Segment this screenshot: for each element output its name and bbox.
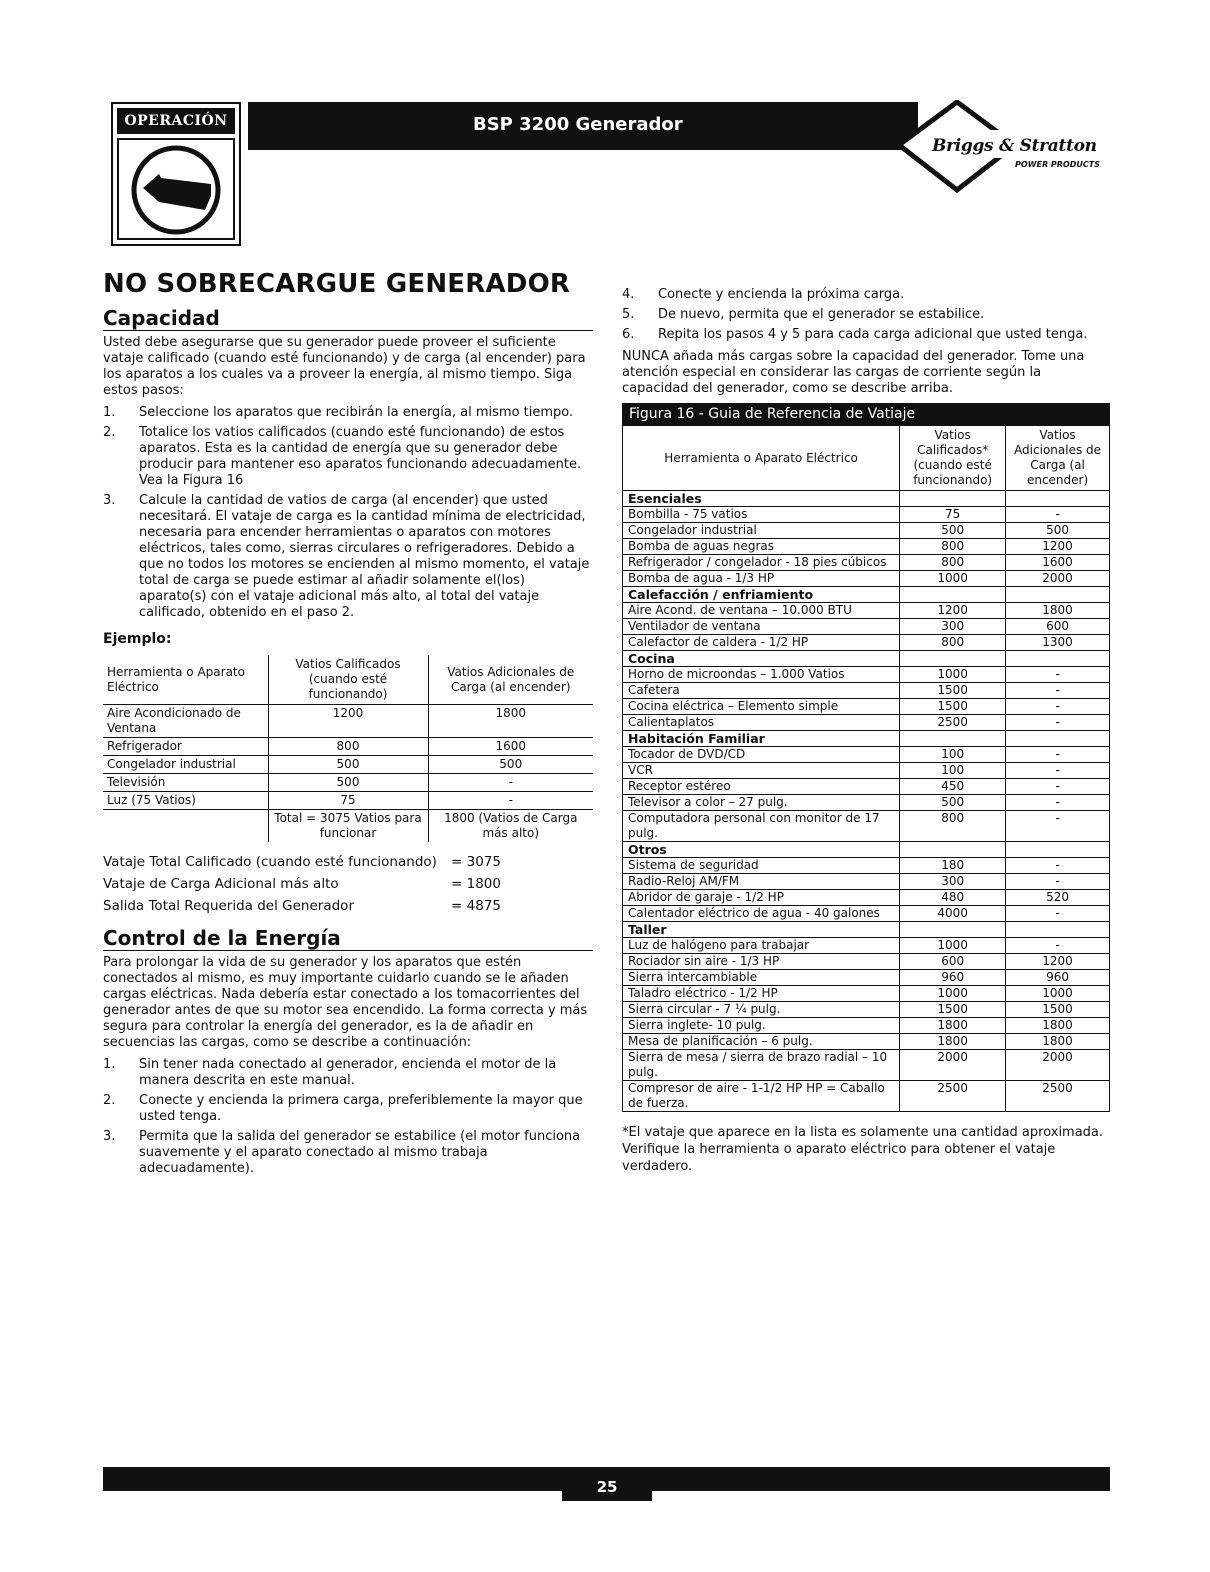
appliance-name: Calientaplatos	[623, 715, 900, 731]
appliance-name: Aire Acond. de ventana – 10.000 BTU	[623, 603, 900, 619]
document-title: BSP 3200 Generador	[473, 114, 683, 135]
rated-watts: 1000	[900, 986, 1006, 1002]
surge-watts: 500	[1006, 523, 1110, 539]
table-row	[623, 858, 1110, 874]
surge-watts: 1800	[1006, 603, 1110, 619]
surge-watts: 520	[1006, 890, 1110, 906]
section-label: OPERACIÓN	[117, 108, 235, 134]
appliance-name: Sierra de mesa / sierra de brazo radial – 10 pulg.	[623, 1050, 900, 1081]
rated-watts: 1000	[900, 938, 1006, 954]
rated-watts: 1000	[900, 667, 1006, 683]
table-header: Herramienta o Aparato Eléctrico	[103, 655, 268, 705]
rated-watts: 960	[900, 970, 1006, 986]
rated-watts: 180	[900, 858, 1006, 874]
table-row: Aire Acondicionado de Ventana 1200 1800	[103, 705, 593, 738]
table-row	[623, 1081, 1110, 1112]
rated-watts: 300	[900, 619, 1006, 635]
appliance-name: Sierra inglete- 10 pulg.	[623, 1018, 900, 1034]
surge-watts: -	[1006, 683, 1110, 699]
table-row	[623, 619, 1110, 635]
appliance-name: Rociador sin aire - 1/3 HP	[623, 954, 900, 970]
table-row	[623, 699, 1110, 715]
wattage-reference-table	[622, 403, 1110, 1112]
appliance-name: Computadora personal con monitor de 17 pulg.	[623, 811, 900, 842]
surge-watts: 1200	[1006, 954, 1110, 970]
generator-icon	[117, 138, 235, 240]
surge-watts: 1300	[1006, 635, 1110, 651]
main-title: NO SOBRECARGUE GENERADOR	[103, 269, 571, 299]
appliance-name: Sistema de seguridad	[623, 858, 900, 874]
table-row	[623, 1002, 1110, 1018]
table-row	[623, 874, 1110, 890]
category-row	[623, 842, 1110, 858]
appliance-name: Ventilador de ventana	[623, 619, 900, 635]
total-line: Salida Total Requerida del Generador = 4875	[103, 898, 501, 914]
list-item: 2. Totalice los vatios calificados (cuando esté funcionando) de estos aparatos. Esta es la cantidad de energía que su generador debe producir para mantener eso aparatos funcionando adecuadamente. Vea la Figura 16	[103, 425, 582, 488]
table-row	[623, 507, 1110, 523]
surge-watts: -	[1006, 795, 1110, 811]
rated-watts: 1000	[900, 571, 1006, 587]
rated-watts: 1800	[900, 1034, 1006, 1050]
brand-subtitle: POWER PRODUCTS	[1015, 160, 1100, 169]
appliance-name: Horno de microondas – 1.000 Vatios	[623, 667, 900, 683]
table-row: Televisión 500 -	[103, 774, 593, 792]
table-row	[623, 1018, 1110, 1034]
total-line: Vataje Total Calificado (cuando esté funcionando) = 3075	[103, 854, 501, 870]
category-label: Calefacción / enfriamiento	[623, 587, 900, 603]
appliance-name: Tocador de DVD/CD	[623, 747, 900, 763]
appliance-name: Calefactor de caldera - 1/2 HP	[623, 635, 900, 651]
surge-watts: 1600	[1006, 555, 1110, 571]
table-header: Vatios Calificados* (cuando esté funcionando)	[900, 426, 1006, 491]
surge-watts: -	[1006, 779, 1110, 795]
control-heading: Control de la Energía	[103, 930, 593, 951]
rated-watts: 1500	[900, 699, 1006, 715]
table-row	[623, 555, 1110, 571]
capacity-heading: Capacidad	[103, 310, 593, 331]
total-line: Vataje de Carga Adicional más alto = 1800	[103, 876, 501, 892]
surge-watts: -	[1006, 906, 1110, 922]
category-row	[623, 922, 1110, 938]
rated-watts: 800	[900, 555, 1006, 571]
category-label: Cocina	[623, 651, 900, 667]
appliance-name: Refrigerador / congelador - 18 pies cúbicos	[623, 555, 900, 571]
rated-watts: 4000	[900, 906, 1006, 922]
table-header: Vatios Calificados (cuando esté funcionando)	[268, 655, 428, 705]
table-row	[623, 779, 1110, 795]
surge-watts: 960	[1006, 970, 1110, 986]
table-row	[623, 667, 1110, 683]
category-row	[623, 491, 1110, 507]
example-heading: Ejemplo:	[103, 631, 172, 647]
total-rated: Total = 3075 Vatios para funcionar	[268, 810, 428, 843]
header-bar	[248, 102, 918, 150]
totals-summary	[103, 852, 593, 916]
section-badge	[111, 102, 241, 246]
capacity-steps	[103, 405, 593, 621]
appliance-name: Radio-Reloj AM/FM	[623, 874, 900, 890]
brand-name: Briggs & Stratton	[932, 136, 1097, 156]
continued-steps	[622, 287, 1110, 343]
control-steps	[103, 1057, 593, 1177]
rated-watts: 450	[900, 779, 1006, 795]
left-column	[103, 269, 593, 1183]
category-row	[623, 587, 1110, 603]
table-row	[623, 571, 1110, 587]
rated-watts: 100	[900, 763, 1006, 779]
surge-watts: 2000	[1006, 571, 1110, 587]
appliance-name: Receptor estéreo	[623, 779, 900, 795]
rated-watts: 2000	[900, 1050, 1006, 1081]
list-item: 5. De nuevo, permita que el generador se estabilice.	[622, 307, 985, 322]
rated-watts: 75	[900, 507, 1006, 523]
surge-watts: -	[1006, 507, 1110, 523]
category-row	[623, 651, 1110, 667]
category-row	[623, 731, 1110, 747]
table-row	[623, 986, 1110, 1002]
rated-watts: 1800	[900, 1018, 1006, 1034]
list-item: 3. Calcule la cantidad de vatios de carga (al encender) que usted necesitará. El vataje de carga es la cantidad mínima de electricidad, necesaria para encender herramientas o aparatos con motores eléctricos, tales como, sierras circulares o refrigeradores. Debido a que no todos los motores se encienden al mismo momento, el vataje total de carga se puede estimar al añadir solamente el(los) aparato(s) con el vataje adicional más alto, al total del vataje calificado, obtenido en el paso 2.	[103, 493, 590, 620]
list-item: 1. Sin tener nada conectado al generador, encienda el motor de la manera descrita en este manual.	[103, 1057, 557, 1088]
appliance-name: Cafetera	[623, 683, 900, 699]
warning-text: NUNCA añada más cargas sobre la capacidad del generador. Tome una atención especial en considerar las cargas de corriente según la capacidad del generador, como se describe arriba.	[622, 349, 1085, 396]
appliance-name: Bombilla - 75 vatios	[623, 507, 900, 523]
table-row	[623, 906, 1110, 922]
appliance-name: Calentador eléctrico de agua - 40 galones	[623, 906, 900, 922]
table-row	[623, 747, 1110, 763]
surge-watts: -	[1006, 763, 1110, 779]
table-header: Vatios Adicionales de Carga (al encender)	[428, 655, 593, 705]
appliance-name: Mesa de planificación – 6 pulg.	[623, 1034, 900, 1050]
surge-watts: -	[1006, 811, 1110, 842]
table-row	[623, 954, 1110, 970]
surge-watts: 1200	[1006, 539, 1110, 555]
appliance-name: Congelador industrial	[623, 523, 900, 539]
table-header: Vatios Adicionales de Carga (al encender)	[1006, 426, 1110, 491]
appliance-name: Compresor de aire - 1-1/2 HP HP = Caballo de fuerza.	[623, 1081, 900, 1112]
list-item: 1. Seleccione los aparatos que recibirán la energía, al mismo tiempo.	[103, 405, 574, 420]
surge-watts: -	[1006, 874, 1110, 890]
right-column	[622, 283, 1110, 1175]
list-item: 2. Conecte y encienda la primera carga, preferiblemente la mayor que usted tenga.	[103, 1093, 583, 1124]
surge-watts: 1500	[1006, 1002, 1110, 1018]
appliance-name: Bomba de agua - 1/3 HP	[623, 571, 900, 587]
category-label: Esenciales	[623, 491, 900, 507]
rated-watts: 500	[900, 523, 1006, 539]
rated-watts: 1200	[900, 603, 1006, 619]
appliance-name: Sierra intercambiable	[623, 970, 900, 986]
brand-logo	[895, 100, 1115, 194]
capacity-intro: Usted debe asegurarse que su generador puede proveer el suficiente vataje calificado (cuando esté funcionando) y de carga (al encender) para los aparatos a los cuales va a proveer la energía, al mismo tiempo. Siga estos pasos:	[103, 335, 586, 398]
table-row	[623, 811, 1110, 842]
category-label: Habitación Familiar	[623, 731, 900, 747]
category-label: Taller	[623, 922, 900, 938]
appliance-name: Abridor de garaje - 1/2 HP	[623, 890, 900, 906]
rated-watts: 800	[900, 811, 1006, 842]
rated-watts: 1500	[900, 1002, 1006, 1018]
table-row	[623, 683, 1110, 699]
appliance-name: Luz de halógeno para trabajar	[623, 938, 900, 954]
table-row	[623, 763, 1110, 779]
surge-watts: 2500	[1006, 1081, 1110, 1112]
rated-watts: 2500	[900, 715, 1006, 731]
appliance-name: VCR	[623, 763, 900, 779]
rated-watts: 800	[900, 635, 1006, 651]
appliance-name: Bomba de aguas negras	[623, 539, 900, 555]
table-row: Congelador industrial 500 500	[103, 756, 593, 774]
footnote: *El vataje que aparece en la lista es solamente una cantidad aproximada. Verifique la herramienta o aparato eléctrico para obtener el vataje verdadero.	[622, 1125, 1104, 1174]
table-row	[623, 938, 1110, 954]
table-row	[623, 795, 1110, 811]
surge-watts: 2000	[1006, 1050, 1110, 1081]
total-surge: 1800 (Vatios de Carga más alto)	[428, 810, 593, 843]
list-item: 6. Repita los pasos 4 y 5 para cada carga adicional que usted tenga.	[622, 327, 1088, 342]
table-row	[623, 715, 1110, 731]
surge-watts: -	[1006, 667, 1110, 683]
table-caption: Figura 16 - Guia de Referencia de Vatiaje	[623, 404, 1110, 426]
appliance-name: Taladro eléctrico - 1/2 HP	[623, 986, 900, 1002]
table-row	[623, 970, 1110, 986]
list-item: 3. Permita que la salida del generador se estabilice (el motor funciona suavemente y el aparato conectado al mismo trabaja adecuadamente).	[103, 1129, 581, 1176]
surge-watts: 1800	[1006, 1018, 1110, 1034]
table-row: Luz (75 Vatios) 75 -	[103, 792, 593, 810]
appliance-name: Sierra circular - 7 ¼ pulg.	[623, 1002, 900, 1018]
table-row	[623, 523, 1110, 539]
table-header: Herramienta o Aparato Eléctrico	[623, 426, 900, 491]
page-number: 25	[562, 1467, 652, 1501]
rated-watts: 480	[900, 890, 1006, 906]
surge-watts: 600	[1006, 619, 1110, 635]
table-row	[623, 1034, 1110, 1050]
table-row: Refrigerador 800 1600	[103, 738, 593, 756]
control-intro: Para prolongar la vida de su generador y los aparatos que estén conectados al mismo, es muy importante cuidarlo cuando se le añaden cargas eléctricas. Nada debería estar conectado a los tomacorrientes del generador antes de que su motor sea encendido. La forma correcta y más segura para controlar la energía del generador, es la de añadir en secuencias las cargas, como se describe a continuación:	[103, 955, 588, 1050]
surge-watts: -	[1006, 699, 1110, 715]
rated-watts: 100	[900, 747, 1006, 763]
rated-watts: 500	[900, 795, 1006, 811]
rated-watts: 800	[900, 539, 1006, 555]
table-row	[623, 635, 1110, 651]
rated-watts: 600	[900, 954, 1006, 970]
table-row	[623, 603, 1110, 619]
surge-watts: -	[1006, 858, 1110, 874]
table-body	[623, 491, 1110, 1112]
table-row	[623, 890, 1110, 906]
surge-watts: 1800	[1006, 1034, 1110, 1050]
table-row	[623, 539, 1110, 555]
appliance-name: Televisor a color – 27 pulg.	[623, 795, 900, 811]
rated-watts: 2500	[900, 1081, 1006, 1112]
table-row	[623, 1050, 1110, 1081]
rated-watts: 1500	[900, 683, 1006, 699]
category-label: Otros	[623, 842, 900, 858]
surge-watts: 1000	[1006, 986, 1110, 1002]
appliance-name: Cocina eléctrica – Elemento simple	[623, 699, 900, 715]
rated-watts: 300	[900, 874, 1006, 890]
list-item: 4. Conecte y encienda la próxima carga.	[622, 287, 905, 302]
table-total-row	[103, 810, 593, 843]
example-table	[103, 655, 593, 842]
surge-watts: -	[1006, 715, 1110, 731]
surge-watts: -	[1006, 938, 1110, 954]
surge-watts: -	[1006, 747, 1110, 763]
